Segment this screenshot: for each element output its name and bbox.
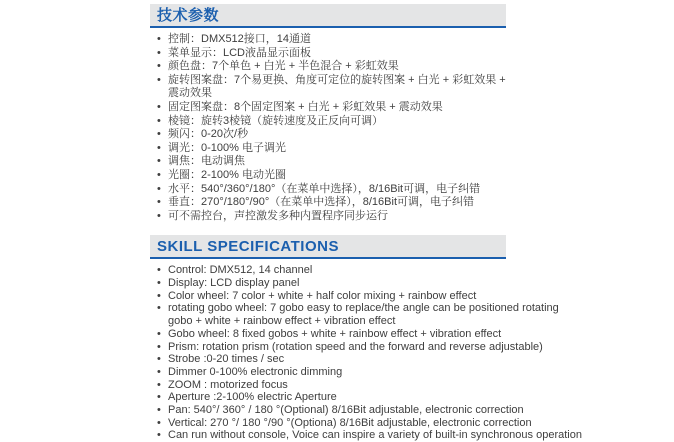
list-item — [157, 183, 519, 197]
list-item-text: Color wheel: 7 color + white + half color mixing + rainbow effect — [168, 289, 477, 302]
bullet-icon: • — [157, 128, 161, 141]
list-item — [157, 155, 519, 169]
list-item-text: rotating gobo wheel: 7 gobo easy to replace/the angle can be positioned rotating gobo + white + rainbow effect + vibration effect — [168, 302, 559, 328]
list-item-text: Dimmer 0-100% electronic dimming — [168, 365, 343, 378]
bullet-icon: • — [157, 114, 161, 127]
list-item-text: 调光：0-100% 电子调光 — [168, 141, 286, 154]
list-item — [157, 264, 585, 277]
list-item-text: 频闪：0-20次/秒 — [168, 128, 249, 141]
list-item-text: Vertical: 270 °/ 180 °/90 °(Optiona) 8/16Bit adjustable, electronic correction — [168, 416, 532, 429]
list-item — [157, 404, 585, 417]
list-item-text: Strobe :0-20 times / sec — [168, 353, 285, 366]
list-item — [157, 47, 519, 61]
bullet-icon: • — [157, 416, 161, 429]
bullet-icon: • — [157, 404, 161, 417]
bullet-icon: • — [157, 365, 161, 378]
list-item-text: 调焦：电动调焦 — [168, 155, 245, 168]
list-item — [157, 128, 519, 142]
bullet-icon: • — [157, 46, 161, 59]
list-item-text: 棱镜：旋转3棱镜（旋转速度及正反向可调） — [168, 114, 384, 127]
list-item — [157, 417, 585, 430]
list-item-text: 菜单显示：LCD液晶显示面板 — [168, 46, 312, 59]
list-item — [157, 196, 519, 210]
bullet-icon: • — [157, 277, 161, 290]
list-item — [157, 101, 519, 115]
list-item-text: 控制：DMX512接口，14通道 — [168, 33, 312, 45]
list-item — [157, 33, 519, 47]
bullet-icon: • — [157, 429, 161, 442]
list-item — [157, 169, 519, 183]
list-item-text: Prism: rotation prism (rotation speed and the forward and reverse adjustable) — [168, 340, 543, 353]
list-item-text: 垂直：270°/180°/90°（在菜单中选择），8/16Bit可调，电子纠错 — [168, 196, 474, 209]
bullet-icon: • — [157, 60, 161, 73]
bullet-icon: • — [157, 168, 161, 181]
spec-content — [150, 4, 650, 442]
bullet-icon: • — [157, 141, 161, 154]
bullet-icon: • — [157, 378, 161, 391]
list-item-text: 可不需控台，声控激发多种内置程序同步运行 — [168, 209, 388, 222]
bullet-icon: • — [157, 289, 161, 302]
list-item — [157, 302, 585, 327]
bullet-icon: • — [157, 100, 161, 113]
section-title-skill-specifications: SKILL SPECIFICATIONS — [150, 235, 506, 259]
section-skill-specifications-en — [150, 235, 650, 442]
section-technical-parameters-cn — [150, 4, 650, 223]
bullet-icon: • — [157, 155, 161, 168]
bullet-icon: • — [157, 264, 161, 277]
bullet-icon: • — [157, 353, 161, 366]
list-item-text: Pan: 540°/ 360° / 180 °(Optional) 8/16Bit adjustable, electronic correction — [168, 404, 524, 417]
list-item-text: Gobo wheel: 8 fixed gobos + white + rainbow effect + vibration effect — [168, 327, 502, 340]
list-item-text: 旋转图案盘：7个易更换、角度可定位的旋转图案 + 白光 + 彩虹效果 + 震动效果 — [168, 73, 506, 100]
list-item — [157, 277, 585, 290]
list-item — [157, 341, 585, 354]
bullet-icon: • — [157, 73, 161, 86]
list-item — [157, 74, 519, 101]
list-item — [157, 366, 585, 379]
list-item — [157, 391, 585, 404]
list-item-text: ZOOM : motorized focus — [168, 378, 288, 391]
bullet-icon: • — [157, 209, 161, 222]
bullet-icon: • — [157, 340, 161, 353]
list-item — [157, 290, 585, 303]
list-item — [157, 379, 585, 392]
list-item-text: Control: DMX512, 14 channel — [168, 264, 313, 277]
list-item — [157, 429, 585, 442]
list-item-text: 颜色盘：7个单色 + 白光 + 半色混合 + 彩虹效果 — [168, 60, 399, 73]
list-item — [157, 353, 585, 366]
bullet-icon: • — [157, 327, 161, 340]
bullet-icon: • — [157, 182, 161, 195]
bullet-icon: • — [157, 391, 161, 404]
list-item-text: 水平：540°/360°/180°（在菜单中选择），8/16Bit可调，电子纠错 — [168, 182, 481, 195]
list-item-text: Aperture :2-100% electric Aperture — [168, 391, 337, 404]
bullet-icon: • — [157, 302, 161, 315]
bullet-icon: • — [157, 33, 161, 45]
list-item — [157, 328, 585, 341]
list-item-text: Display: LCD display panel — [168, 277, 300, 290]
list-item-text: 固定图案盘：8个固定图案 + 白光 + 彩虹效果 + 震动效果 — [168, 100, 443, 113]
list-item-text: 光圈：2-100% 电动光圈 — [168, 168, 286, 181]
list-item — [157, 210, 519, 224]
list-item — [157, 142, 519, 156]
section-title-technical-parameters: 技术参数 — [150, 4, 506, 28]
technical-parameters-list — [150, 33, 519, 223]
list-item — [157, 115, 519, 129]
list-item-text: Can run without console, Voice can inspire a variety of built-in synchronous operation — [168, 429, 582, 442]
skill-specifications-list — [150, 264, 585, 442]
list-item — [157, 60, 519, 74]
bullet-icon: • — [157, 196, 161, 209]
